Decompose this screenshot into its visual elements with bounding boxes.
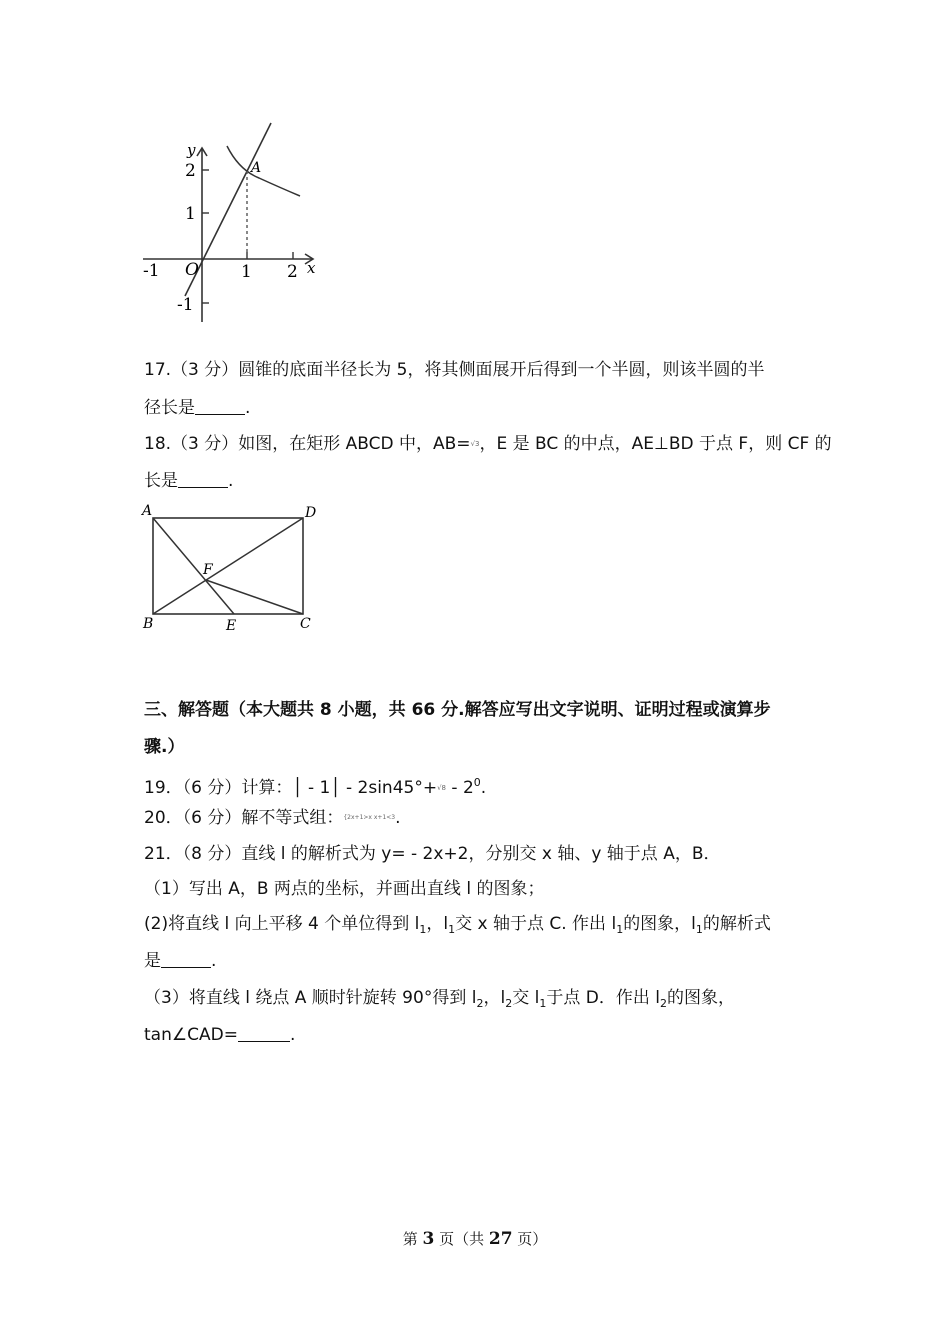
subscript: 1 [539,997,547,1010]
q17-answer-blank[interactable] [195,398,245,415]
q21-p2-answer-blank[interactable] [161,951,211,968]
page-number: 3 [422,1229,435,1249]
sqrt3-image: √3 [470,440,480,448]
q21-part1-text: （1）写出 A，B 两点的坐标，并画出直线 l 的图象； [144,879,545,899]
q21-text: 21．（8 分）直线 l 的解析式为 y= - 2x+2，分别交 x 轴、y 轴于点 A，B． [144,844,721,864]
q18-text-2: 长是 [144,471,178,491]
segment-ae [153,518,234,614]
q21-p2-d: 的图象，l [623,914,696,934]
q21-p2-a: (2)将直线 l 向上平移 4 个单位得到 l [144,914,420,934]
subscript: 1 [448,923,456,936]
rectangle-figure [135,498,335,638]
subscript: 1 [616,923,624,936]
q21-p2-b: ，l [426,914,449,934]
q18-text-b: ，E 是 BC 的中点，AE⊥BD 于点 F，则 CF 的 [479,434,832,454]
q18-text-a: 18.（3 分）如图，在矩形 ABCD 中，AB= [144,434,471,454]
q21-part3 [144,986,735,1016]
q18-end: . [228,471,234,491]
footer-middle: 页（共 [434,1230,489,1248]
q17-end: . [245,398,251,418]
vertex-a-label: A [142,503,153,519]
q20-end: . [395,808,401,828]
q21-part1 [144,877,544,901]
q21-p2-end: . [211,951,217,971]
subscript: 2 [505,997,513,1010]
q21-p3-a: （3）将直线 l 绕点 A 顺时针旋转 90°得到 l [144,988,477,1008]
footer-prefix: 第 [402,1230,423,1248]
q21-p3-e: 的图象， [666,988,735,1008]
q20-line [144,806,401,830]
q17-text: 17.（3 分）圆锥的底面半径长为 5，将其侧面展开后得到一个半圆，则该半圆的半 [144,360,765,380]
origin-label: O [185,260,199,280]
q17-text-2: 径长是 [144,398,195,418]
section-3-title: 三、解答题（本大题共 8 小题，共 66 分.解答应写出文字说明、证明过程或演算步 [144,700,771,720]
x-tick-label-1: 1 [241,262,252,282]
footer-suffix: 页） [512,1230,548,1248]
vertex-b-label: B [143,616,154,632]
subscript: 2 [659,997,667,1010]
q21-p3-line2: tan∠CAD= [144,1025,238,1045]
q18-answer-blank[interactable] [178,471,228,488]
x-tick-label-neg1: -1 [143,261,160,281]
q21-p2-c: 交 x 轴于点 C. 作出 l [455,914,617,934]
q17-line2 [144,396,250,420]
total-pages: 27 [488,1229,513,1249]
q19-text-a: 19．（6 分）计算：│ - 1│ - 2sin45°+ [144,778,438,798]
q21-p2-line2: 是 [144,951,161,971]
subscript: 1 [695,923,703,936]
q20-text-a: 20．（6 分）解不等式组： [144,808,344,828]
subscript: 1 [419,923,427,936]
x-axis-label: x [307,259,316,277]
point-a-label: A [251,160,262,176]
vertex-c-label: C [300,616,311,632]
section-3-heading-line2 [144,735,184,759]
q21-part2 [144,912,771,942]
q21-part3-line2 [144,1023,295,1047]
q21-part2-line2 [144,949,216,973]
q18-line1 [144,432,832,456]
q21-p3-d: 于点 D．作出 l [546,988,660,1008]
y-tick-label-2: 2 [185,161,196,181]
vertex-d-label: D [305,505,317,521]
q21-p3-answer-blank[interactable] [238,1025,290,1042]
q21-p3-end: . [289,1025,296,1045]
q19-exponent: 0 [473,776,481,789]
q19-text-b: - 2 [446,778,474,798]
x-tick-label-2: 2 [287,262,298,282]
q21-line1 [144,842,721,866]
q19-line [144,771,486,800]
point-e-label: E [226,618,237,634]
y-tick-label-neg1: -1 [177,295,194,315]
y-axis-label: y [187,141,196,159]
q17-line1 [144,358,764,382]
subscript: 2 [476,997,484,1010]
segment-bd [153,518,303,614]
q19-end: . [480,778,487,798]
sqrt8-image: √8 [437,784,446,792]
coordinate-graph [135,118,335,328]
inequality-system-image: {2x+1>x x+1<3 [343,814,396,821]
section-3-title-2: 骤.） [144,737,185,757]
page-footer [0,1228,950,1249]
point-f-label: F [203,562,213,578]
q18-line2 [144,469,233,493]
section-3-heading-line1 [144,698,771,722]
y-tick-label-1: 1 [185,204,196,224]
q21-p2-e: 的解析式 [702,914,771,934]
q21-p3-b: ，l [483,988,506,1008]
q21-p3-c: 交 l [512,988,540,1008]
